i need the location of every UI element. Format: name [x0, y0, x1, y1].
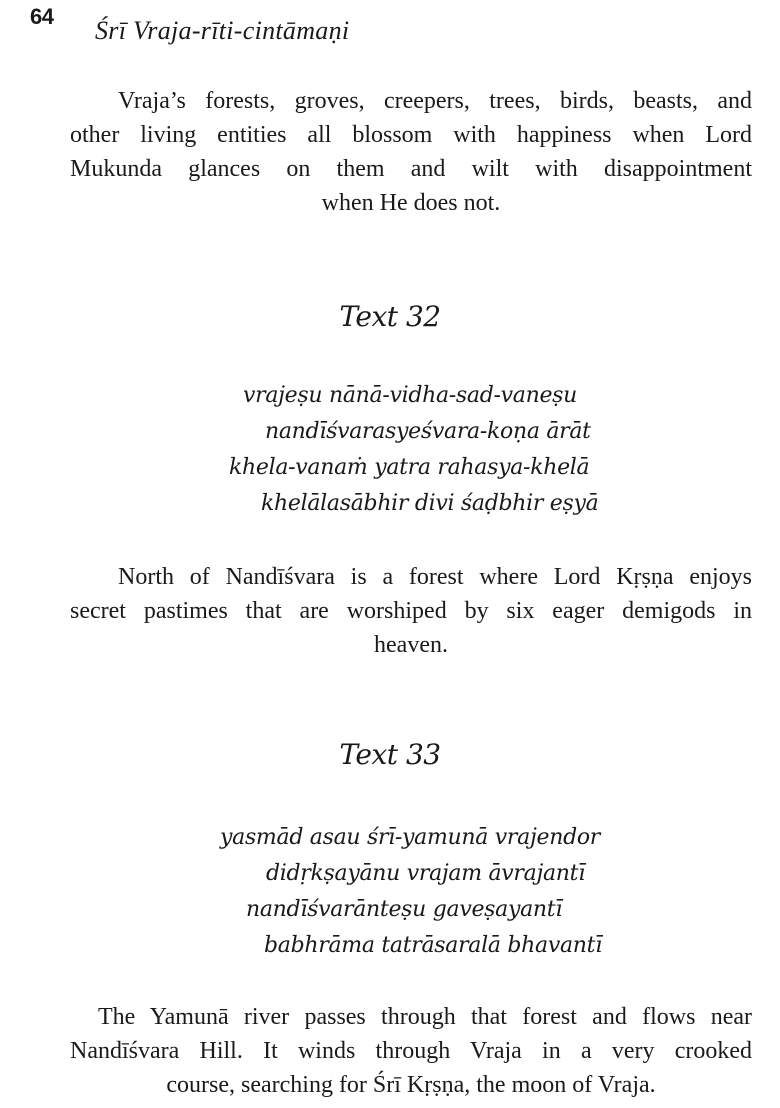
translation-line: The Yamunā river passes through that forest and flows near — [98, 1004, 752, 1030]
verse-line: didṛkṣayānu vrajam āvrajantī — [266, 861, 585, 886]
running-title: Śrī Vraja-rīti-cintāmaṇi — [95, 16, 350, 45]
intro-paragraph — [70, 84, 752, 220]
translation-line: secret pastimes that are worshiped by six eager demigods in — [70, 598, 752, 624]
verse-line: nandīśvarasyeśvara-koṇa ārāt — [265, 419, 591, 444]
text-32-verse — [229, 378, 599, 522]
verse-line: khelālasābhir divi śaḍbhir eṣyā — [261, 491, 599, 516]
translation-line: Nandīśvara Hill. It winds through Vraja in a very crooked — [70, 1038, 752, 1064]
translation-line: heaven. — [374, 632, 448, 658]
text-33-verse — [220, 820, 602, 964]
translation-line: course, searching for Śrī Kṛṣṇa, the moon of Vraja. — [166, 1072, 656, 1098]
verse-line: vrajeṣu nānā-vidha-sad-vaneṣu — [243, 383, 578, 408]
verse-line: babhrāma tatrāsaralā bhavantī — [264, 933, 602, 958]
verse-line: yasmād asau śrī-yamunā vrajendor — [220, 825, 601, 850]
verse-line: nandīśvarānteṣu gaveṣayantī — [246, 897, 563, 922]
text-33-translation — [70, 1000, 752, 1102]
verse-line: khela-vanaṁ yatra rahasya-khelā — [229, 455, 590, 480]
text-32-heading: Text 32 — [339, 300, 441, 333]
translation-line: North of Nandīśvara is a forest where Lord Kṛṣṇa enjoys — [118, 564, 752, 590]
paragraph-line: when He does not. — [321, 190, 501, 216]
page-number: 64 — [30, 4, 54, 29]
text-32-translation — [70, 560, 752, 662]
paragraph-line: Vraja’s forests, groves, creepers, trees, birds, beasts, and — [118, 88, 752, 114]
text-33-heading: Text 33 — [339, 738, 441, 771]
paragraph-line: other living entities all blossom with happiness when Lord — [70, 122, 752, 148]
paragraph-line: Mukunda glances on them and wilt with disappointment — [70, 156, 752, 182]
